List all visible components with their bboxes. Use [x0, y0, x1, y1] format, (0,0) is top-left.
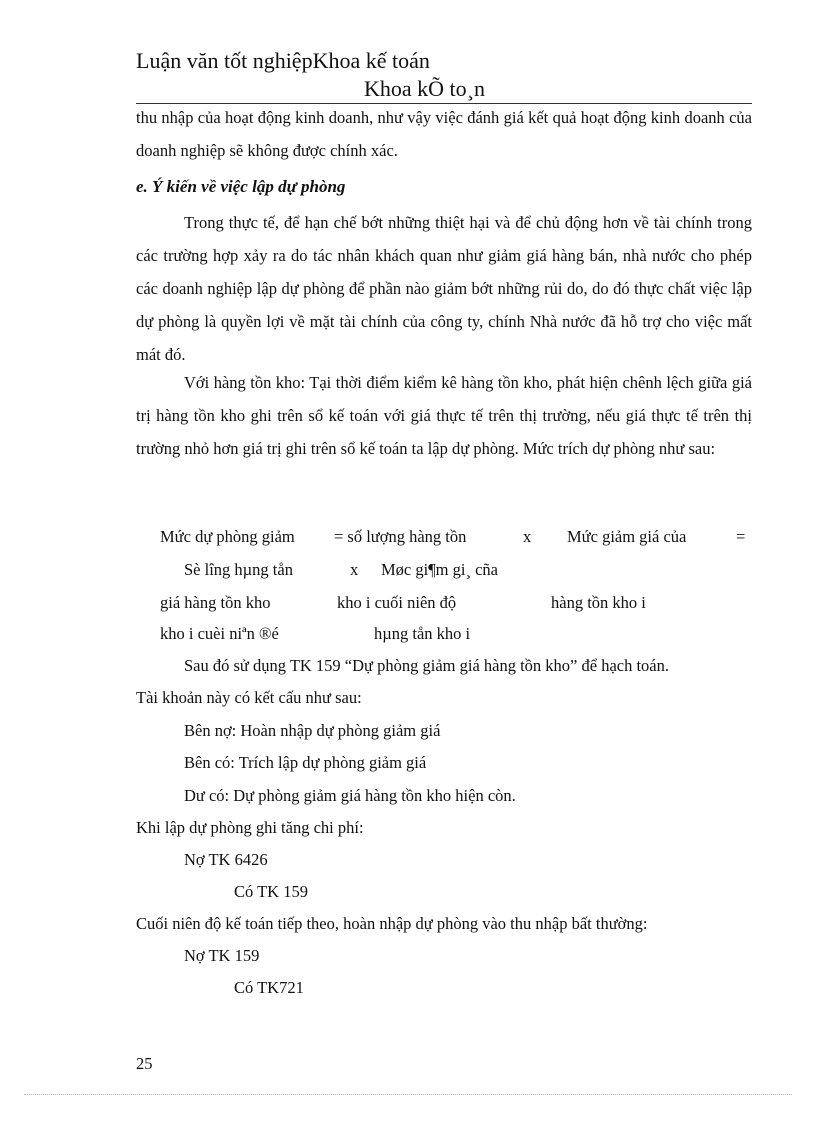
- formula-garbled-times: x: [350, 560, 359, 579]
- paragraph-account-structure: Tài khoản này có kết cấu như sau:: [136, 688, 362, 707]
- formula-operator-equals: =: [736, 527, 746, 546]
- paragraph-when-provision: Khi lập dự phòng ghi tăng chi phí:: [136, 818, 364, 837]
- page-number: 25: [136, 1054, 153, 1073]
- paragraph-inventory: Với hàng tồn kho: Tại thời điểm kiểm kê hàng tồn kho, phát hiện chênh lệch giữa giá trị hàng tồn kho ghi trên sổ kế toán với giá thực tế trên thị trường, nếu giá thực tế trên thị trường nhỏ hơn giá trị ghi trên sổ kế toán ta lập dự phòng. Mức trích dự phòng như sau:: [136, 373, 752, 458]
- header-subtitle: Khoa kÕ to¸n: [364, 76, 485, 101]
- debit-side-line: Bên nợ: Hoàn nhập dự phòng giảm giá: [184, 721, 441, 740]
- formula-operator-times: x: [523, 527, 532, 546]
- formula-term-quantity-cont: kho i cuối niên độ: [337, 593, 457, 612]
- formula-term-provision-cont: giá hàng tồn kho: [160, 593, 271, 612]
- formula-term-decrease: Mức giảm giá của: [567, 527, 687, 546]
- formula-garbled-quantity-cont: kho i cuèi niªn ®é: [160, 624, 279, 643]
- formula-term-provision: Mức dự phòng giảm: [160, 527, 295, 546]
- formula-garbled-quantity: Sè lîng hµng tån: [184, 560, 293, 579]
- paragraph-use-account: Sau đó sử dụng TK 159 “Dự phòng giảm giá hàng tồn kho” để hạch toán.: [184, 656, 670, 675]
- section-heading: e. Ý kiến về việc lập dự phòng: [136, 177, 346, 196]
- balance-line: Dư có: Dự phòng giảm giá hàng tồn kho hiện còn.: [184, 786, 516, 805]
- page-bottom-divider: [24, 1094, 792, 1095]
- entry2-debit: Nợ TK 159: [184, 946, 260, 965]
- formula-term-quantity: = số lượng hàng tồn: [334, 527, 467, 546]
- paragraph-end-period: Cuối niên độ kế toán tiếp theo, hoàn nhập dự phòng vào thu nhập bất thường:: [136, 914, 648, 933]
- formula-term-decrease-cont: hàng tồn kho i: [551, 593, 646, 612]
- entry1-credit: Có TK 159: [234, 882, 308, 901]
- credit-side-line: Bên có: Trích lập dự phòng giảm giá: [184, 753, 427, 772]
- entry2-credit: Có TK721: [234, 978, 304, 997]
- formula-garbled-decrease-cont: hµng tån kho i: [374, 624, 471, 643]
- paragraph-continuation: thu nhập của hoạt động kinh doanh, như vậy việc đánh giá kết quả hoạt động kinh doanh của doanh nghiệp sẽ không được chính xác.: [136, 108, 752, 160]
- formula-garbled-decrease: Møc gi¶m gi¸ cña: [381, 560, 498, 579]
- entry1-debit: Nợ TK 6426: [184, 850, 268, 869]
- header-title: Luận văn tốt nghiệpKhoa kế toán: [136, 48, 430, 73]
- paragraph-in-practice: Trong thực tế, để hạn chế bớt những thiệt hại và để chủ động hơn về tài chính trong các trường hợp xảy ra do tác nhân khách quan như giảm giá hàng bán, nhà nước cho phép các doanh nghiệp lập dự phòng để phần nào giảm bớt những rủi do, do đó thực chất việc lập dự phòng là quyền lợi về mặt tài chính của công ty, chính Nhà nước đã hỗ trợ cho việc mất mát đó.: [136, 213, 752, 364]
